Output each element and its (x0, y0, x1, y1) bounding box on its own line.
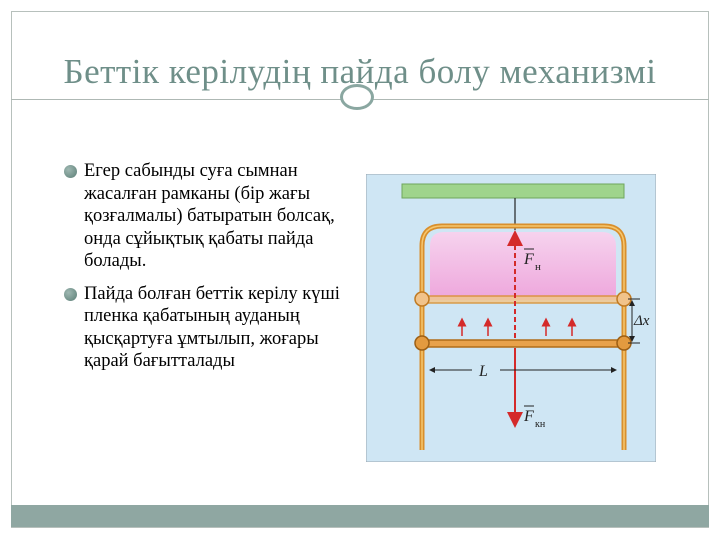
bullet-item (62, 160, 347, 273)
bullet-icon (64, 288, 77, 301)
force-bottom-label: F (524, 408, 534, 425)
movable-bar (418, 340, 628, 347)
force-top-sub: н (535, 261, 541, 273)
slide-title: Беттік керілудің пайда болу механизмі (63, 52, 657, 91)
support-bar (402, 184, 624, 198)
force-bottom-sub: кн (535, 419, 546, 430)
force-top-label: F (524, 251, 534, 268)
soap-film (430, 232, 616, 300)
surface-tension-diagram (366, 174, 656, 462)
footer-bar (11, 505, 709, 527)
bullet-text: Пайда болған беттік керілу күші пленка қабатының ауданың қысқартуға ұмтылып, жоғары қарай бағытталады (84, 283, 340, 371)
delta-label: Δx (634, 313, 650, 329)
bullet-item (62, 283, 347, 373)
bullet-icon (64, 165, 77, 178)
length-label: L (479, 363, 488, 380)
diagram-background (366, 174, 656, 462)
bullet-text: Егер сабынды суға сымнан жасалған рамканы (бір жағы қозғалмалы) батыратын болсақ, онда сұйықтық қабаты пайда болады. (84, 161, 335, 271)
bullet-list (62, 160, 347, 383)
movable-bar-upper (418, 296, 628, 303)
